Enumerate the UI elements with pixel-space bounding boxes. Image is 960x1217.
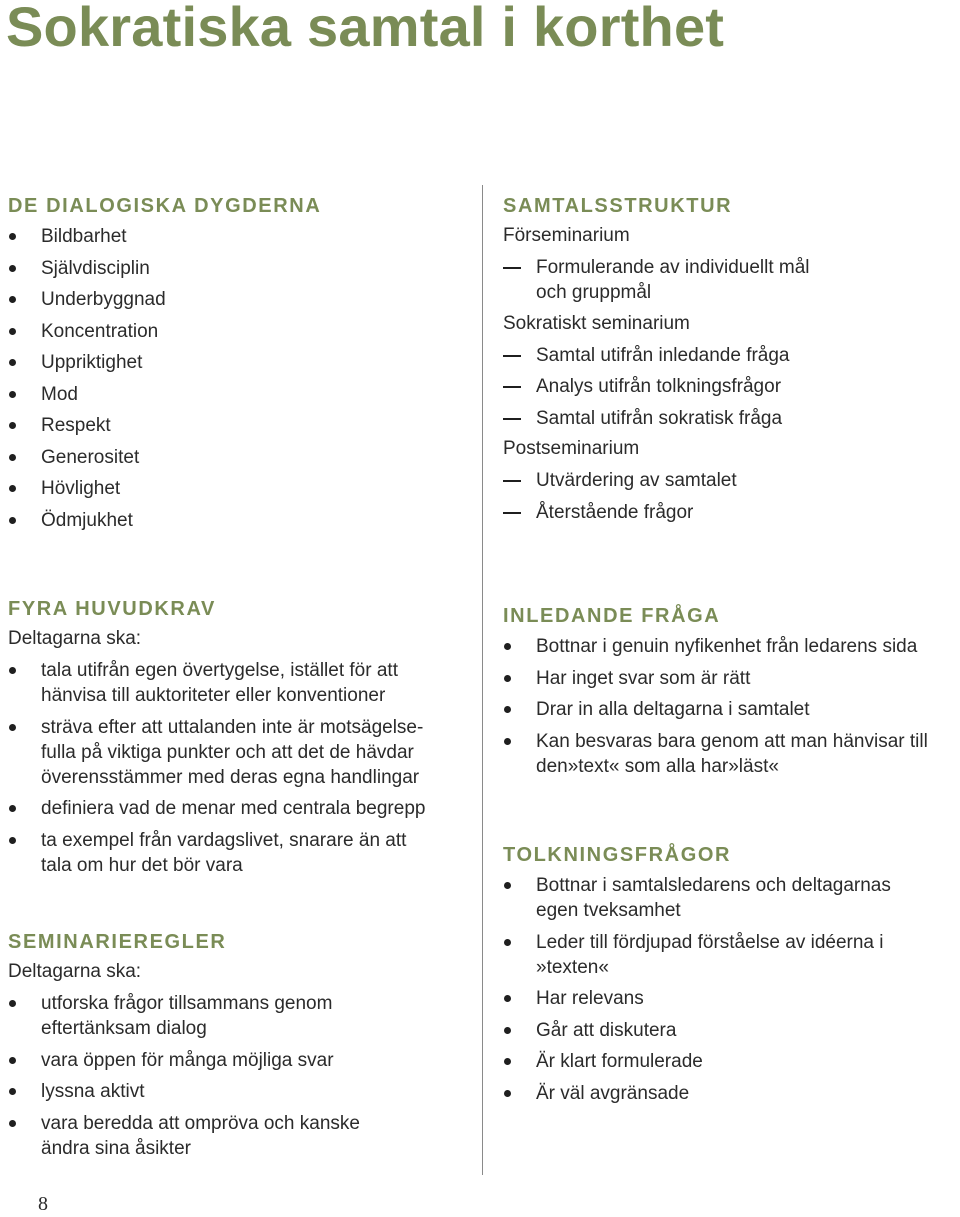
list-item: Hövlighet xyxy=(8,476,468,501)
section-heading: DE DIALOGISKA DYGDERNA xyxy=(8,195,322,217)
group-label: Sokratiskt seminarium xyxy=(503,312,690,334)
section-intro: Deltagarna ska: xyxy=(8,628,142,649)
dygder-list xyxy=(8,224,468,533)
list-item: Ödmjukhet xyxy=(8,508,468,533)
list-item: Mod xyxy=(8,382,468,407)
group-label: Postseminarium xyxy=(503,438,640,459)
list-item: Utvärdering av samtalet xyxy=(503,468,943,493)
list-item: Självdisciplin xyxy=(8,256,468,281)
column-divider xyxy=(482,185,483,1175)
section-inledande-fraga xyxy=(503,604,958,785)
struktur-list xyxy=(503,255,943,305)
list-item: utforska frågor tillsammans genom eftertänksam dialog xyxy=(8,991,371,1041)
list-item: ta exempel från vardagslivet, snarare än att tala om hur det bör vara xyxy=(8,828,438,878)
list-item: Går att diskutera xyxy=(503,1018,933,1043)
list-item: Respekt xyxy=(8,413,468,438)
list-item: sträva efter att uttalanden inte är motsägelsefulla på viktiga punkter och att det de hävdar överensstämmer med deras egna handlingar xyxy=(8,715,438,790)
list-item: Bottnar i samtalsledarens och deltagarnas egen tveksamhet xyxy=(503,873,933,923)
struktur-list xyxy=(503,343,943,431)
section-heading: SAMTALSSTRUKTUR xyxy=(503,195,733,217)
section-heading: TOLKNINGSFRÅGOR xyxy=(503,844,732,866)
list-item: Har inget svar som är rätt xyxy=(503,666,958,691)
list-item: Formulerande av individuellt mål och gruppmål xyxy=(503,255,836,305)
section-dialogiska-dygderna xyxy=(8,194,468,539)
section-samtalsstruktur xyxy=(503,194,943,531)
section-tolkningsfragor xyxy=(503,843,943,1112)
list-item: Bildbarhet xyxy=(8,224,468,249)
section-fyra-huvudkrav xyxy=(8,597,448,884)
list-item: Återstående frågor xyxy=(503,500,943,525)
section-heading: FYRA HUVUDKRAV xyxy=(8,598,216,620)
list-item: tala utifrån egen övertygelse, istället för att hänvisa till auktoriteter eller konventioner xyxy=(8,658,438,708)
list-item: Analys utifrån tolkningsfrågor xyxy=(503,374,943,399)
list-item: Uppriktighet xyxy=(8,350,468,375)
list-item: Samtal utifrån sokratisk fråga xyxy=(503,406,943,431)
list-item: Leder till fördjupad förståelse av idéerna i »texten« xyxy=(503,930,926,980)
list-item: vara beredda att ompröva och kanske ändra sina åsikter xyxy=(8,1111,401,1161)
inledande-list xyxy=(503,634,958,779)
list-item: vara öppen för många möjliga svar xyxy=(8,1048,408,1073)
list-item: Koncentration xyxy=(8,319,468,344)
list-item: Generositet xyxy=(8,445,468,470)
list-item: Är klart formulerade xyxy=(503,1049,933,1074)
list-item: Är väl avgränsade xyxy=(503,1081,933,1106)
huvudkrav-list xyxy=(8,658,438,878)
section-intro: Deltagarna ska: xyxy=(8,961,142,982)
section-seminarieregler xyxy=(8,930,448,1167)
section-heading: SEMINARIEREGLER xyxy=(8,931,227,953)
list-item: Samtal utifrån inledande fråga xyxy=(503,343,943,368)
page-number: 8 xyxy=(38,1193,48,1215)
page-title: Sokratiska samtal i korthet xyxy=(6,0,725,58)
list-item: Drar in alla deltagarna i samtalet xyxy=(503,697,958,722)
tolkning-list xyxy=(503,873,933,1106)
group-label: Förseminarium xyxy=(503,225,630,246)
list-item: Underbyggnad xyxy=(8,287,468,312)
list-item: definiera vad de menar med centrala begrepp xyxy=(8,796,438,821)
regler-list xyxy=(8,991,408,1161)
list-item: Bottnar i genuin nyfikenhet från ledarens sida xyxy=(503,634,958,659)
list-item: Har relevans xyxy=(503,986,933,1011)
list-item: lyssna aktivt xyxy=(8,1079,408,1104)
list-item: Kan besvaras bara genom att man hänvisar till den»text« som alla har»läst« xyxy=(503,729,958,779)
section-heading: INLEDANDE FRÅGA xyxy=(503,605,721,627)
struktur-list xyxy=(503,468,943,525)
